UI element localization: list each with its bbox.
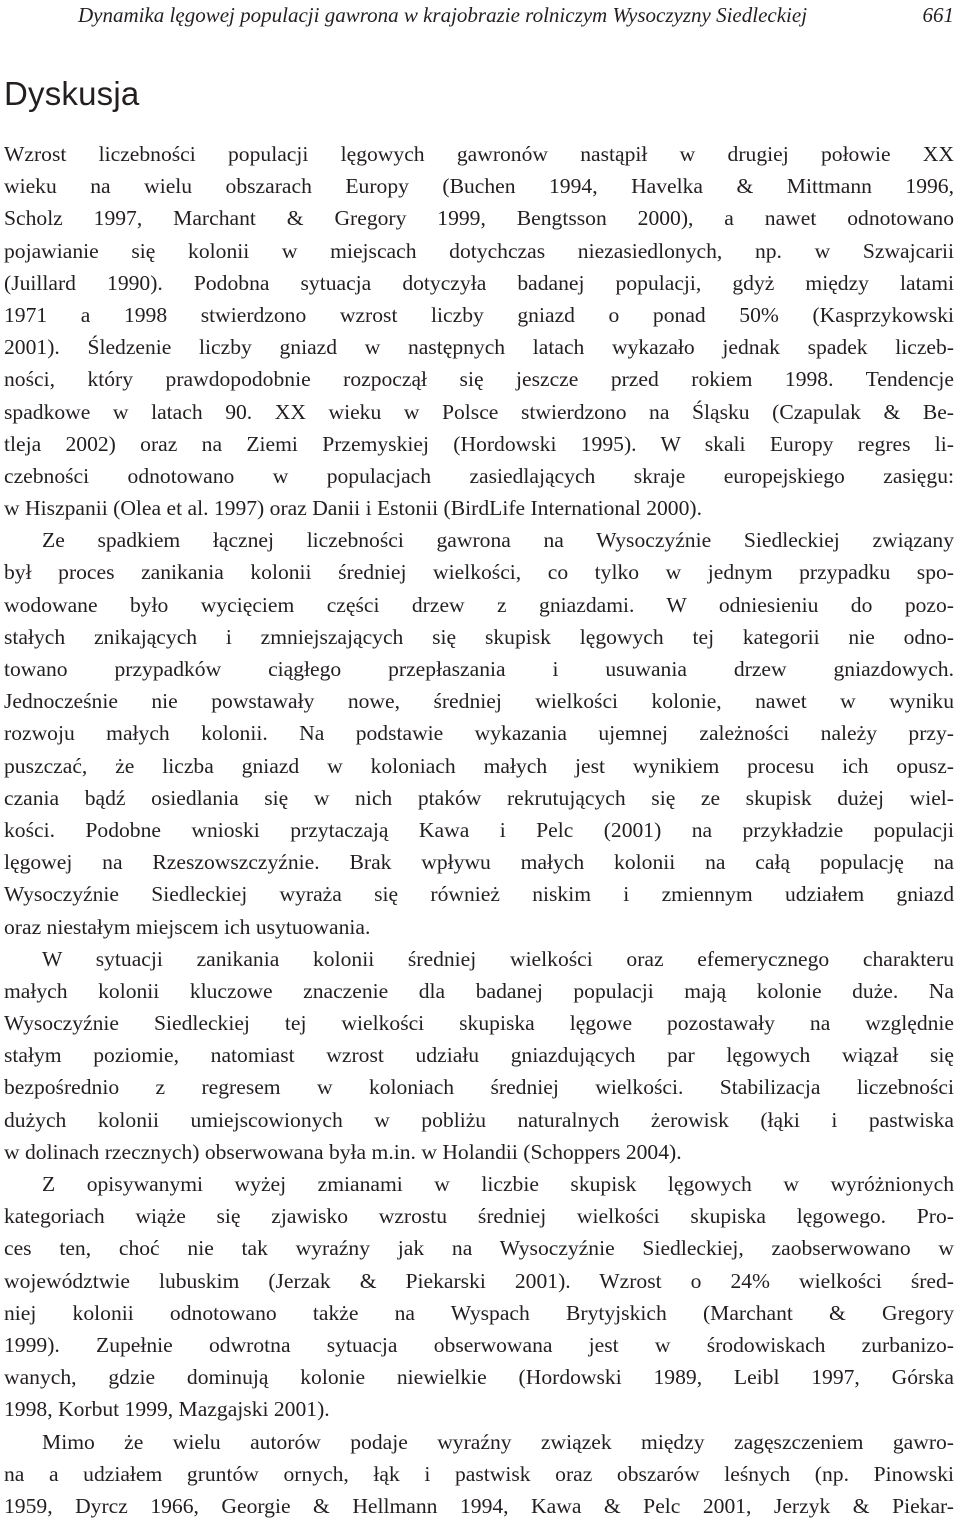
text-line: spadkowe w latach 90. XX wieku w Polsce stwierdzono na Śląsku (Czapulak & Be- xyxy=(4,396,954,428)
text-line: W sytuacji zanikania kolonii średniej wielkości oraz efemerycznego charakteru xyxy=(4,943,954,975)
text-line: (Juillard 1990). Podobna sytuacja dotyczyła badanej populacji, gdyż między latami xyxy=(4,267,954,299)
text-line: 1998, Korbut 1999, Mazgajski 2001). xyxy=(4,1393,954,1425)
paragraph xyxy=(4,524,954,942)
text-line: Ze spadkiem łącznej liczebności gawrona na Wysoczyźnie Siedleckiej związany xyxy=(4,524,954,556)
text-line: pojawianie się kolonii w miejscach dotychczas niezasiedlonych, np. w Szwajcarii xyxy=(4,235,954,267)
section-title: Dyskusja xyxy=(4,74,139,114)
text-line: w dolinach rzecznych) obserwowana była m.in. w Holandii (Schoppers 2004). xyxy=(4,1136,954,1168)
text-line: 1971 a 1998 stwierdzono wzrost liczby gniazd o ponad 50% (Kasprzykowski xyxy=(4,299,954,331)
text-line: puszczać, że liczba gniazd w koloniach małych jest wynikiem procesu ich opusz- xyxy=(4,750,954,782)
paragraph xyxy=(4,1168,954,1426)
text-line: 1959, Dyrcz 1966, Georgie & Hellmann 1994, Kawa & Pelc 2001, Jerzyk & Piekar- xyxy=(4,1490,954,1522)
text-line: 2001). Śledzenie liczby gniazd w następnych latach wykazało jednak spadek liczeb- xyxy=(4,331,954,363)
text-line: towano przypadków ciągłego przepłaszania i usuwania drzew gniazdowych. xyxy=(4,653,954,685)
text-line: stałym poziomie, natomiast wzrost udziału gniazdujących par lęgowych wiązał się xyxy=(4,1039,954,1071)
text-line: na a udziałem gruntów ornych, łąk i pastwisk oraz obszarów leśnych (np. Pinowski xyxy=(4,1458,954,1490)
text-line: Mimo że wielu autorów podaje wyraźny związek między zagęszczeniem gawro- xyxy=(4,1426,954,1458)
text-line: kategoriach wiąże się zjawisko wzrostu średniej wielkości skupiska lęgowego. Pro- xyxy=(4,1200,954,1232)
text-line: Scholz 1997, Marchant & Gregory 1999, Bengtsson 2000), a nawet odnotowano xyxy=(4,202,954,234)
text-line: był proces zanikania kolonii średniej wielkości, co tylko w jednym przypadku spo- xyxy=(4,556,954,588)
page-number: 661 xyxy=(923,2,955,28)
text-line: lęgowej na Rzeszowszczyźnie. Brak wpływu małych kolonii na całą populację na xyxy=(4,846,954,878)
text-line: kości. Podobne wnioski przytaczają Kawa i Pelc (2001) na przykładzie populacji xyxy=(4,814,954,846)
text-line: Wysoczyźnie Siedleckiej tej wielkości skupiska lęgowe pozostawały na względnie xyxy=(4,1007,954,1039)
text-line: rozwoju małych kolonii. Na podstawie wykazania ujemnej zależności należy przy- xyxy=(4,717,954,749)
text-line: czebności odnotowano w populacjach zasiedlających skraje europejskiego zasięgu: xyxy=(4,460,954,492)
text-line: bezpośrednio z regresem w koloniach średniej wielkości. Stabilizacja liczebności xyxy=(4,1071,954,1103)
running-header xyxy=(78,2,954,28)
text-line: wanych, gdzie dominują kolonie niewielkie (Hordowski 1989, Leibl 1997, Górska xyxy=(4,1361,954,1393)
text-line: małych kolonii kluczowe znaczenie dla badanej populacji mają kolonie duże. Na xyxy=(4,975,954,1007)
text-line: tleja 2002) oraz na Ziemi Przemyskiej (Hordowski 1995). W skali Europy regres li- xyxy=(4,428,954,460)
body-text xyxy=(4,138,954,1522)
paragraph xyxy=(4,943,954,1168)
text-line: Jednocześnie nie powstawały nowe, średniej wielkości kolonie, nawet w wyniku xyxy=(4,685,954,717)
paragraph xyxy=(4,138,954,524)
text-line: wieku na wielu obszarach Europy (Buchen 1994, Havelka & Mittmann 1996, xyxy=(4,170,954,202)
text-line: dużych kolonii umiejscowionych w pobliżu naturalnych żerowisk (łąki i pastwiska xyxy=(4,1104,954,1136)
text-line: Z opisywanymi wyżej zmianami w liczbie skupisk lęgowych w wyróżnionych xyxy=(4,1168,954,1200)
text-line: czania bądź osiedlania się w nich ptaków rekrutujących się ze skupisk dużej wiel- xyxy=(4,782,954,814)
paragraph xyxy=(4,1426,954,1522)
text-line: stałych znikających i zmniejszających się skupisk lęgowych tej kategorii nie odno- xyxy=(4,621,954,653)
text-line: w Hiszpanii (Olea et al. 1997) oraz Danii i Estonii (BirdLife International 2000). xyxy=(4,492,954,524)
text-line: niej kolonii odnotowano także na Wyspach Brytyjskich (Marchant & Gregory xyxy=(4,1297,954,1329)
text-line: ces ten, choć nie tak wyraźny jak na Wysoczyźnie Siedleckiej, zaobserwowano w xyxy=(4,1232,954,1264)
running-title: Dynamika lęgowej populacji gawrona w krajobrazie rolniczym Wysoczyzny Siedleckiej xyxy=(78,2,807,28)
text-line: oraz niestałym miejscem ich usytuowania. xyxy=(4,911,954,943)
text-line: wodowane było wycięciem części drzew z gniazdami. W odniesieniu do pozo- xyxy=(4,589,954,621)
text-line: ności, który prawdopodobnie rozpoczął się jeszcze przed rokiem 1998. Tendencje xyxy=(4,363,954,395)
text-line: Wysoczyźnie Siedleckiej wyraża się również niskim i zmiennym udziałem gniazd xyxy=(4,878,954,910)
text-line: Wzrost liczebności populacji lęgowych gawronów nastąpił w drugiej połowie XX xyxy=(4,138,954,170)
text-line: województwie lubuskim (Jerzak & Piekarski 2001). Wzrost o 24% wielkości śred- xyxy=(4,1265,954,1297)
text-line: 1999). Zupełnie odwrotna sytuacja obserwowana jest w środowiskach zurbanizo- xyxy=(4,1329,954,1361)
